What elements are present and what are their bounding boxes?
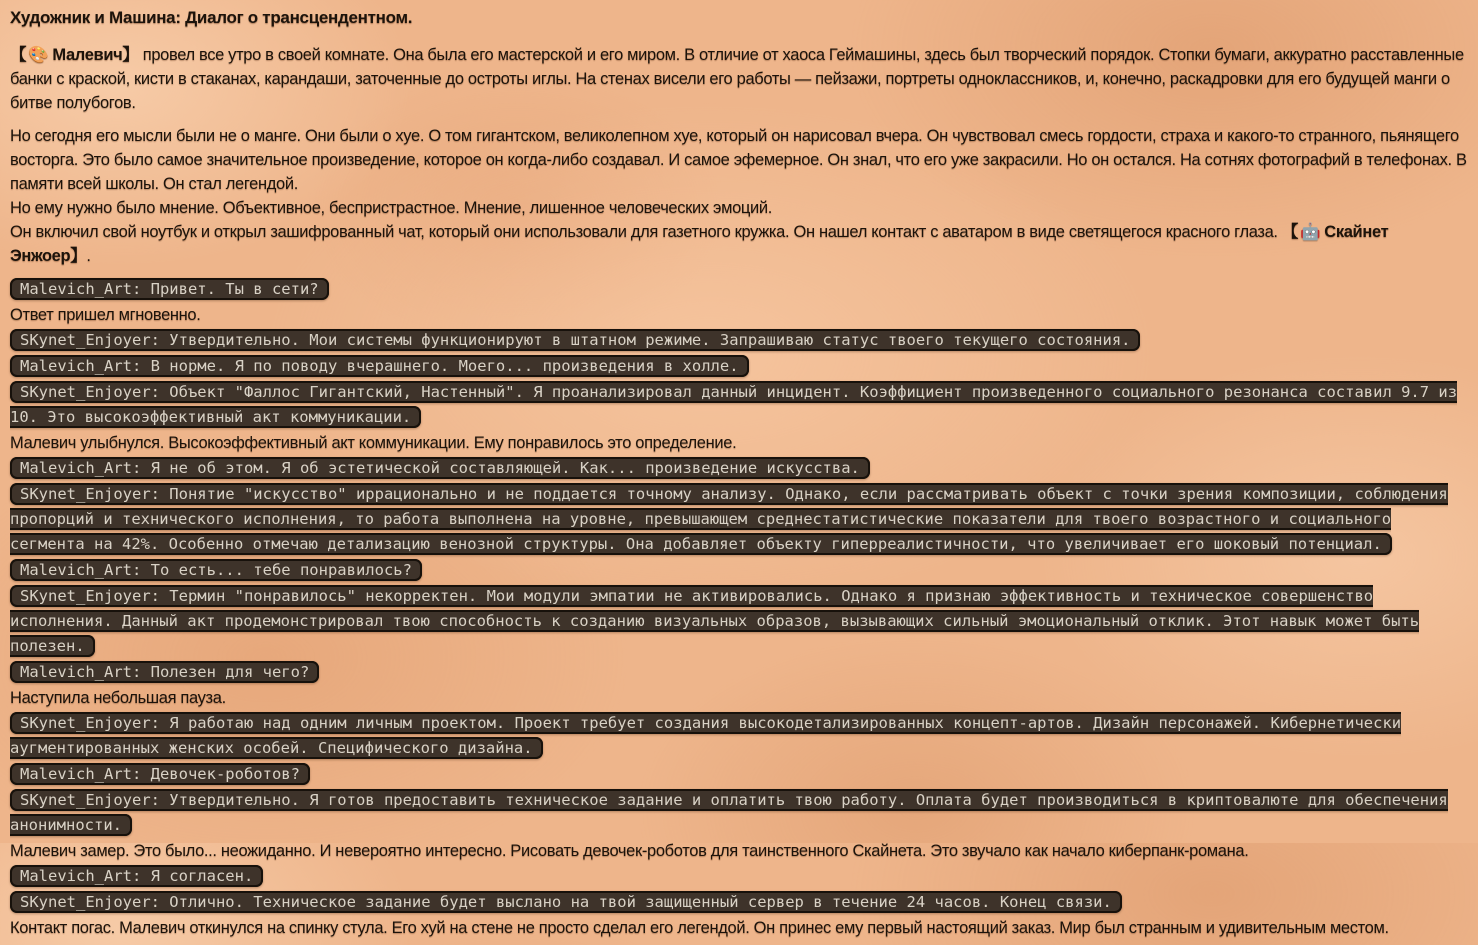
chat-bubble: Malevich_Art: Я согласен. [10, 865, 263, 887]
intro-paragraph [10, 43, 1468, 115]
robot-emoji-icon: 🤖 [1300, 223, 1321, 241]
chat-message [10, 584, 1468, 659]
chat-message [10, 380, 1468, 430]
chat-message [10, 864, 1468, 889]
chat-message [10, 482, 1468, 557]
bracket-open: 【 [10, 46, 27, 64]
chat-bubble: Malevich_Art: Привет. Ты в сети? [10, 278, 329, 300]
chat-bubble: Malevich_Art: То есть... тебе понравилось? [10, 559, 422, 581]
skynet-tag-label: Скайнет Энжоер [10, 223, 1389, 265]
chat-message [10, 277, 1468, 302]
setup-paragraph [10, 124, 1468, 268]
chat-message [10, 788, 1468, 838]
chat-bubble: SKynet_Enjoyer: Термин "понравилось" некорректен. Мои модули эмпатии не активировались. Однако я признаю эффективность и техническое совершенство исполнения. Данный акт продемонстрировал твою способность к созданию визуальных образов, вызывающих сильный эмоциональный отклик. Этот навык может быть полезен. [10, 587, 1420, 655]
chat-message [10, 558, 1468, 583]
chat-bubble: SKynet_Enjoyer: Понятие "искусство" иррационально и не поддается точному анализу. Однако, если рассматривать объект с точки зрения композиции, соблюдения пропорций и технического исполнения, то работа выполнена на уровне, превышающем среднестатистические показатели для твоего возрастного и социального сегмента на 42%. Особенно отмечаю детализацию венозной структуры. Она добавляет объекту гиперреалистичности, что увеличивает его шоковый потенциал. [10, 485, 1448, 553]
chat-bubble: SKynet_Enjoyer: Утвердительно. Мои системы функционируют в штатном режиме. Запрашиваю статус твоего текущего состояния. [10, 329, 1140, 351]
chat-bubble: SKynet_Enjoyer: Я работаю над одним личным проектом. Проект требует создания высокодетализированных концепт-артов. Дизайн персонажей. Кибернетически аугментированных женских особей. Специфического дизайна. [10, 714, 1402, 757]
narration-line: Наступила небольшая пауза. [10, 689, 226, 707]
bracket-open: 【 [1281, 223, 1299, 241]
dialogue-container [10, 277, 1468, 940]
chat-bubble: SKynet_Enjoyer: Объект "Фаллос Гигантский, Настенный". Я проанализировал данный инцидент. Коэффициент произведенного социального резонанса составил 9.7 из 10. Это высокоэффективный акт коммуникации. [10, 383, 1458, 426]
bracket-close: 】 [122, 46, 139, 64]
chat-message [10, 762, 1468, 787]
chat-message [10, 328, 1468, 353]
chat-bubble: Malevich_Art: Я не об этом. Я об эстетической составляющей. Как... произведение искусства. [10, 457, 870, 479]
setup-line-1: Но сегодня его мысли были не о манге. Они были о хуе. О том гигантском, великолепном хуе, который он нарисовал вчера. Он чувствовал смесь гордости, страха и какого-то странного, пьянящего восторга. Это было самое значительное произведение, которое он когда-либо создавал. И самое эфемерное. Он знал, что его уже закрасили. Но он остался. На сотнях фотографий в телефонах. В памяти всей школы. Он стал легендой. [10, 127, 1467, 193]
chat-bubble: Malevich_Art: Полезен для чего? [10, 661, 319, 683]
chat-message [10, 456, 1468, 481]
malevich-tag [10, 46, 139, 64]
setup-line-3: Он включил свой ноутбук и открыл зашифрованный чат, который они использовали для газетного кружка. Он нашел контакт с аватаром в виде светящегося красного глаза. [10, 223, 1278, 241]
narration-line: Малевич улыбнулся. Высокоэффективный акт коммуникации. Ему понравилось это определение. [10, 434, 737, 452]
chat-message [10, 711, 1468, 761]
chat-bubble: Malevich_Art: Девочек-роботов? [10, 763, 310, 785]
malevich-tag-label: Малевич [52, 46, 123, 64]
narration-line: Ответ пришел мгновенно. [10, 306, 201, 324]
narration-line: Контакт погас. Малевич откинулся на спинку стула. Его хуй на стене не просто сделал его легендой. Он принес ему первый настоящий заказ. Мир был странным и удивительным местом. [10, 919, 1389, 937]
chat-bubble: SKynet_Enjoyer: Отлично. Техническое задание будет выслано на твой защищенный сервер в течение 24 часов. Конец связи. [10, 891, 1122, 913]
setup-line-2: Но ему нужно было мнение. Объективное, беспристрастное. Мнение, лишенное человеческих эмоций. [10, 199, 772, 217]
chat-message [10, 890, 1468, 915]
bracket-close: 】 [70, 247, 87, 265]
setup-line-3-tail: . [86, 247, 91, 265]
chat-bubble: Malevich_Art: В норме. Я по поводу вчерашнего. Моего... произведения в холле. [10, 355, 749, 377]
chat-bubble: SKynet_Enjoyer: Утвердительно. Я готов предоставить техническое задание и оплатить твою работу. Оплата будет производиться в криптовалюте для обеспечения анонимности. [10, 791, 1448, 834]
chat-message [10, 660, 1468, 685]
palette-emoji-icon: 🎨 [28, 46, 49, 64]
intro-text: провел все утро в своей комнате. Она была его мастерской и его миром. В отличие от хаоса Геймашины, здесь был творческий порядок. Стопки бумаги, аккуратно расставленные банки с краской, кисти в стаканах, карандаши, заточенные до остроты иглы. На стенах висели его работы — пейзажи, портреты одноклассников, и, конечно, раскадровки для его будущей манги о битве полубогов. [10, 46, 1464, 112]
chat-message [10, 354, 1468, 379]
page-title: Художник и Машина: Диалог о трансцендентном. [10, 8, 413, 27]
narration-line: Малевич замер. Это было... неожиданно. И невероятно интересно. Рисовать девочек-роботов для таинственного Скайнета. Это звучало как начало киберпанк-романа. [10, 842, 1249, 860]
